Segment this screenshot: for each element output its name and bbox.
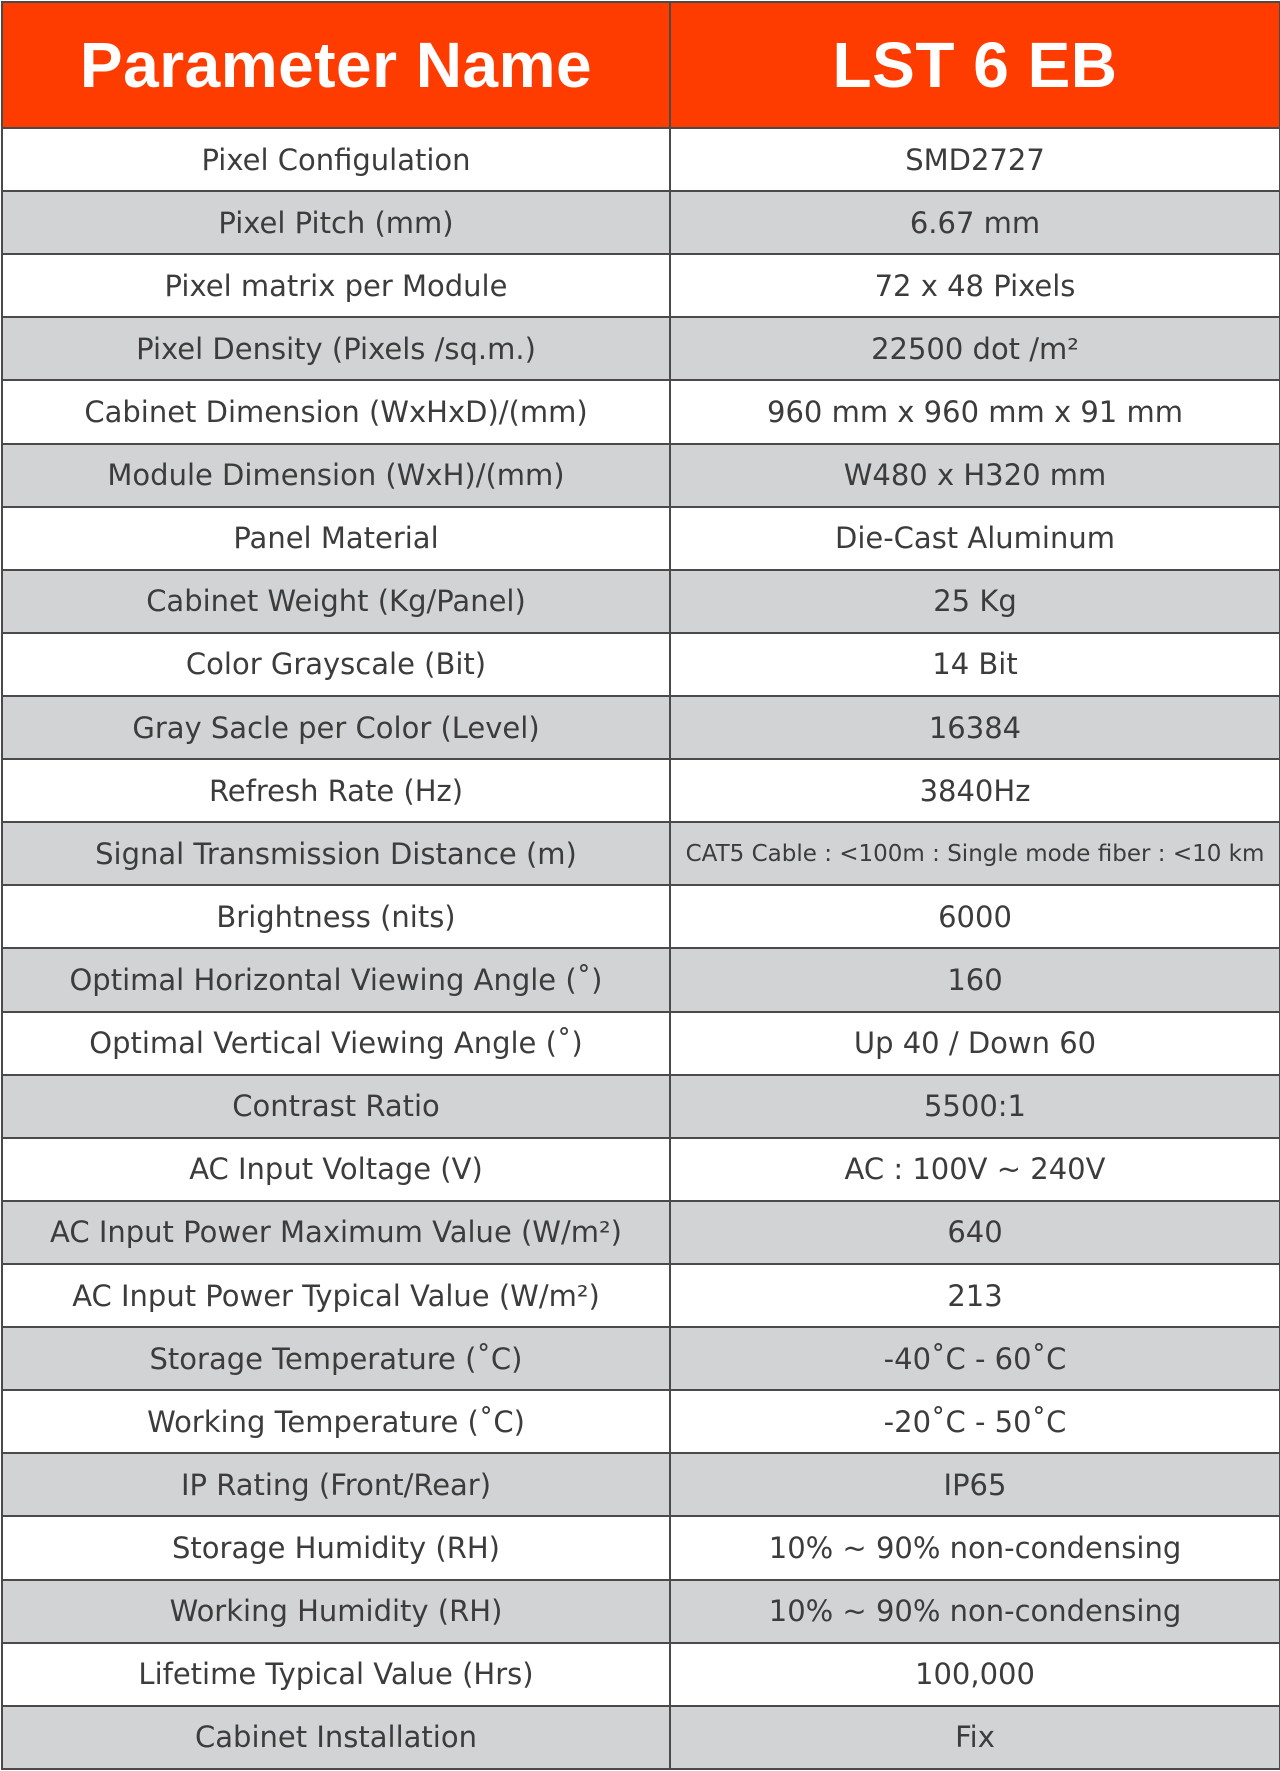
table-row [2, 1327, 1280, 1390]
parameter-name-cell: IP Rating (Front/Rear) [2, 1453, 670, 1516]
table-row [2, 1264, 1280, 1327]
table-row [2, 1453, 1280, 1516]
table-row [2, 759, 1280, 822]
parameter-name-cell: Refresh Rate (Hz) [2, 759, 670, 822]
table-row [2, 822, 1280, 885]
parameter-name-cell: Optimal Horizontal Viewing Angle (˚) [2, 948, 670, 1011]
parameter-name-cell: Brightness (nits) [2, 885, 670, 948]
table-row [2, 948, 1280, 1011]
parameter-name-cell: Color Grayscale (Bit) [2, 633, 670, 696]
parameter-value-cell: AC : 100V ~ 240V [670, 1138, 1280, 1201]
parameter-name-cell: Working Humidity (RH) [2, 1580, 670, 1643]
parameter-name-cell: Cabinet Installation [2, 1706, 670, 1769]
parameter-value-cell: 160 [670, 948, 1280, 1011]
parameter-name-cell: Lifetime Typical Value (Hrs) [2, 1643, 670, 1706]
parameter-name-cell: Working Temperature (˚C) [2, 1390, 670, 1453]
table-row [2, 1012, 1280, 1075]
table-row [2, 1706, 1280, 1769]
parameter-value-cell: 100,000 [670, 1643, 1280, 1706]
parameter-value-cell: SMD2727 [670, 128, 1280, 191]
parameter-value-cell: CAT5 Cable : <100m : Single mode fiber : <10 km [670, 822, 1280, 885]
header-row [2, 2, 1280, 128]
table-row [2, 128, 1280, 191]
parameter-name-cell: Storage Temperature (˚C) [2, 1327, 670, 1390]
parameter-value-cell: Up 40 / Down 60 [670, 1012, 1280, 1075]
parameter-name-cell: Pixel Density (Pixels /sq.m.) [2, 317, 670, 380]
parameter-name-cell: Cabinet Dimension (WxHxD)/(mm) [2, 380, 670, 443]
parameter-value-cell: 14 Bit [670, 633, 1280, 696]
parameter-value-cell: 22500 dot /m² [670, 317, 1280, 380]
parameter-name-cell: Pixel matrix per Module [2, 254, 670, 317]
parameter-name-cell: AC Input Power Typical Value (W/m²) [2, 1264, 670, 1327]
parameter-name-cell: Gray Sacle per Color (Level) [2, 696, 670, 759]
table-row [2, 885, 1280, 948]
parameter-value-cell: 10% ~ 90% non-condensing [670, 1516, 1280, 1579]
table-row [2, 191, 1280, 254]
parameter-value-cell: 6000 [670, 885, 1280, 948]
parameter-value-cell: Die-Cast Aluminum [670, 507, 1280, 570]
table-row [2, 1390, 1280, 1453]
header-model-name: LST 6 EB [670, 2, 1280, 128]
parameter-name-cell: Contrast Ratio [2, 1075, 670, 1138]
parameter-value-cell: W480 x H320 mm [670, 444, 1280, 507]
table-row [2, 1516, 1280, 1579]
header-parameter-name: Parameter Name [2, 2, 670, 128]
parameter-name-cell: Panel Material [2, 507, 670, 570]
parameter-value-cell: 213 [670, 1264, 1280, 1327]
table-row [2, 1643, 1280, 1706]
parameter-name-cell: Storage Humidity (RH) [2, 1516, 670, 1579]
table-row [2, 1201, 1280, 1264]
table-row [2, 570, 1280, 633]
parameter-value-cell: 640 [670, 1201, 1280, 1264]
table-row [2, 254, 1280, 317]
parameter-value-cell: 72 x 48 Pixels [670, 254, 1280, 317]
parameter-value-cell: IP65 [670, 1453, 1280, 1516]
parameter-value-cell: 6.67 mm [670, 191, 1280, 254]
parameter-value-cell: 5500:1 [670, 1075, 1280, 1138]
parameter-name-cell: AC Input Power Maximum Value (W/m²) [2, 1201, 670, 1264]
parameter-name-cell: AC Input Voltage (V) [2, 1138, 670, 1201]
table-row [2, 1075, 1280, 1138]
table-row [2, 633, 1280, 696]
parameter-value-cell: 10% ~ 90% non-condensing [670, 1580, 1280, 1643]
parameter-name-cell: Module Dimension (WxH)/(mm) [2, 444, 670, 507]
parameter-name-cell: Pixel Configulation [2, 128, 670, 191]
table-row [2, 1138, 1280, 1201]
table-row [2, 444, 1280, 507]
parameter-name-cell: Cabinet Weight (Kg/Panel) [2, 570, 670, 633]
parameter-value-cell: -20˚C - 50˚C [670, 1390, 1280, 1453]
parameter-name-cell: Optimal Vertical Viewing Angle (˚) [2, 1012, 670, 1075]
table-row [2, 380, 1280, 443]
table-row [2, 1580, 1280, 1643]
parameter-value-cell: 960 mm x 960 mm x 91 mm [670, 380, 1280, 443]
table-row [2, 696, 1280, 759]
parameter-value-cell: 25 Kg [670, 570, 1280, 633]
parameter-name-cell: Pixel Pitch (mm) [2, 191, 670, 254]
parameter-value-cell: 3840Hz [670, 759, 1280, 822]
parameter-name-cell: Signal Transmission Distance (m) [2, 822, 670, 885]
table-row [2, 317, 1280, 380]
parameter-value-cell: Fix [670, 1706, 1280, 1769]
parameter-value-cell: -40˚C - 60˚C [670, 1327, 1280, 1390]
parameter-value-cell: 16384 [670, 696, 1280, 759]
spec-table [1, 1, 1280, 1770]
table-row [2, 507, 1280, 570]
